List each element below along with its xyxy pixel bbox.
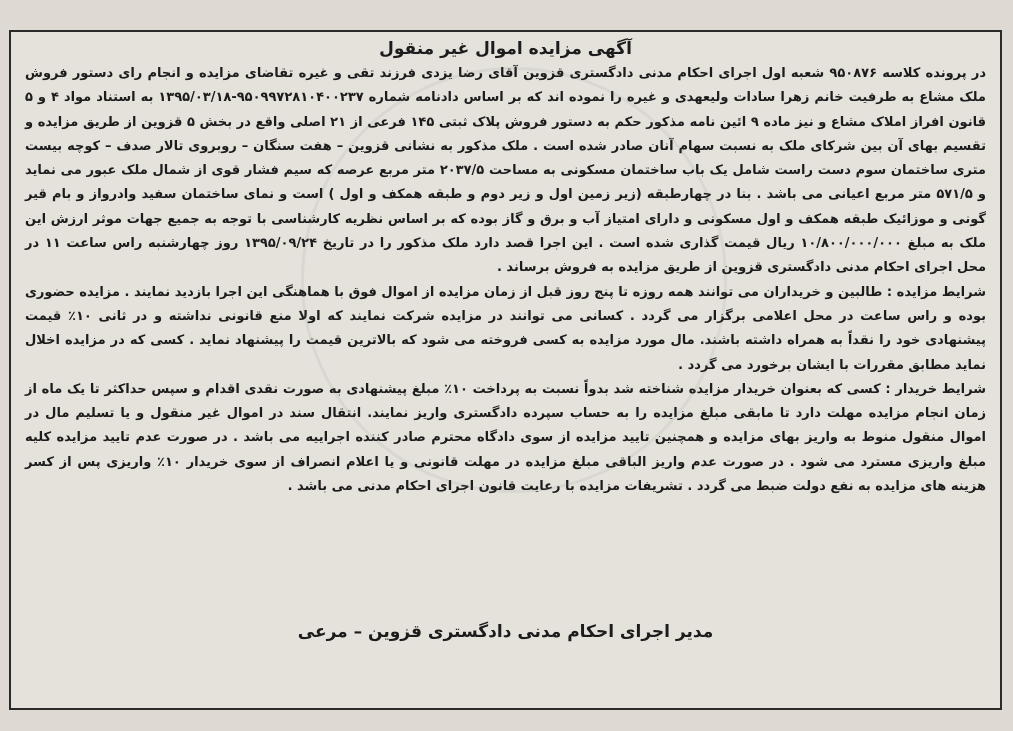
auction-notice xyxy=(9,30,1002,710)
notice-body-paragraph: در پرونده کلاسه ۹۵۰۸۷۶ شعبه اول اجرای احکام مدنی دادگستری قزوین آقای رضا یزدی فرزند تقی و غیره تقاضای مزایده و انجام رای دستور فروش ملک مشاع به طرفیت خانم زهرا سادات ولیعهدی و غیره را نموده اند که بر اساس دادنامه شماره ۹۵۰۹۹۷۲۸۱۰۴۰۰۲۳۷-۱۳۹۵/۰۳/۱۸ به استناد مواد ۴ و ۵ قانون افراز املاک مشاع و نیز ماده ۹ ائین نامه مذکور حکم به دستور فروش پلاک ثبتی ۱۴۵ فرعی از ۲۱ اصلی واقع در بخش ۵ قزوین از طریق مزایده و تقسیم بهای آن بین شرکای ملک به نسبت سهام آنان صادر شده است . ملک مذکور به نشانی قزوین – هفت سنگان – روبروی تالار صدف – کوچه بیست متری ساختمان سوم دست راست شامل یک باب ساختمان مسکونی به مساحت ۲۰۳۷/۵ متر مربع عرصه که سیم فشار قوی از شمال ملک عبور می نماید و ۵۷۱/۵ متر مربع اعیانی می باشد . بنا در چهارطبقه (زیر زمین اول و زیر دوم و طبقه همکف و اول ) است و نمای ساختمان سفید وادرواز و بام قیر گونی و موزائیک طبقه همکف و اول مسکونی و دارای امتیاز آب و برق و گاز بوده که بر اساس نظریه کارشناسی با توجه به جمیع جهات موثر ارزش این ملک به مبلغ ۱۰/۸۰۰/۰۰۰/۰۰۰ ریال قیمت گذاری شده است . این اجرا قصد دارد ملک مذکور را در تاریخ ۱۳۹۵/۰۹/۲۴ روز چهارشنبه راس ساعت ۱۱ در محل اجرای احکام مدنی دادگستری قزوین از طریق مزایده به فروش برساند . xyxy=(25,66,987,276)
signature-line: مدیر اجرای احکام مدنی دادگستری قزوین – مرعی xyxy=(297,622,714,642)
buyer-conditions-paragraph: شرایط خریدار : کسی که بعنوان خریدار مزایده شناخته شد بدواً نسبت به پرداخت ۱۰٪ مبلغ پیشنهادی به صورت نقدی اقدام و سپس حداکثر تا یک ماه از زمان انجام مزایده مهلت دارد تا مابقی مبلغ مزایده را به حساب سپرده دادگستری واریز نمایند. انتقال سند در اموال غیر منقول و یا تسلیم مال در اموال منقول منوط به واریز بهای مزایده و همچنین تایید مزایده از سوی دادگاه محترم صادر کننده اجراییه می باشد . در صورت عدم تایید مزایده کلیه مبلغ واریزی مسترد می شود . در صورت عدم واریز الباقی مبلغ مزایده در مهلت قانونی و یا اعلام انصراف از سوی خریدار ۱۰٪ واریزی پس از کسر هزینه های مزایده به نفع دولت ضبط می گردد . تشریفات مزایده با رعایت قانون اجرای احکام مدنی می باشد . xyxy=(25,381,986,495)
auction-conditions-paragraph: شرایط مزایده : طالبین و خریداران می توانند همه روزه تا پنج روز قبل از زمان مزایده از اموال فوق با هماهنگی این اجرا بازدید نمایند . مزایده حضوری بوده و راس ساعت در محل اعلامی برگزار می گردد . کسانی می توانند در مزایده شرکت نمایند که اولا منع قانونی نداشته و در ثانی ۱۰٪ قیمت پیشنهادی خود را نقداً به همراه داشته باشند. مال مورد مزایده به کسی فروخته می شود که بالاترین قیمت را پیشنهاد نماید . کسی که در مزایده اخلال نماید مطابق مقررات با ایشان برخورد می گردد . xyxy=(25,284,986,373)
notice-title: آگهی مزایده اموال غیر منقول xyxy=(379,39,632,59)
